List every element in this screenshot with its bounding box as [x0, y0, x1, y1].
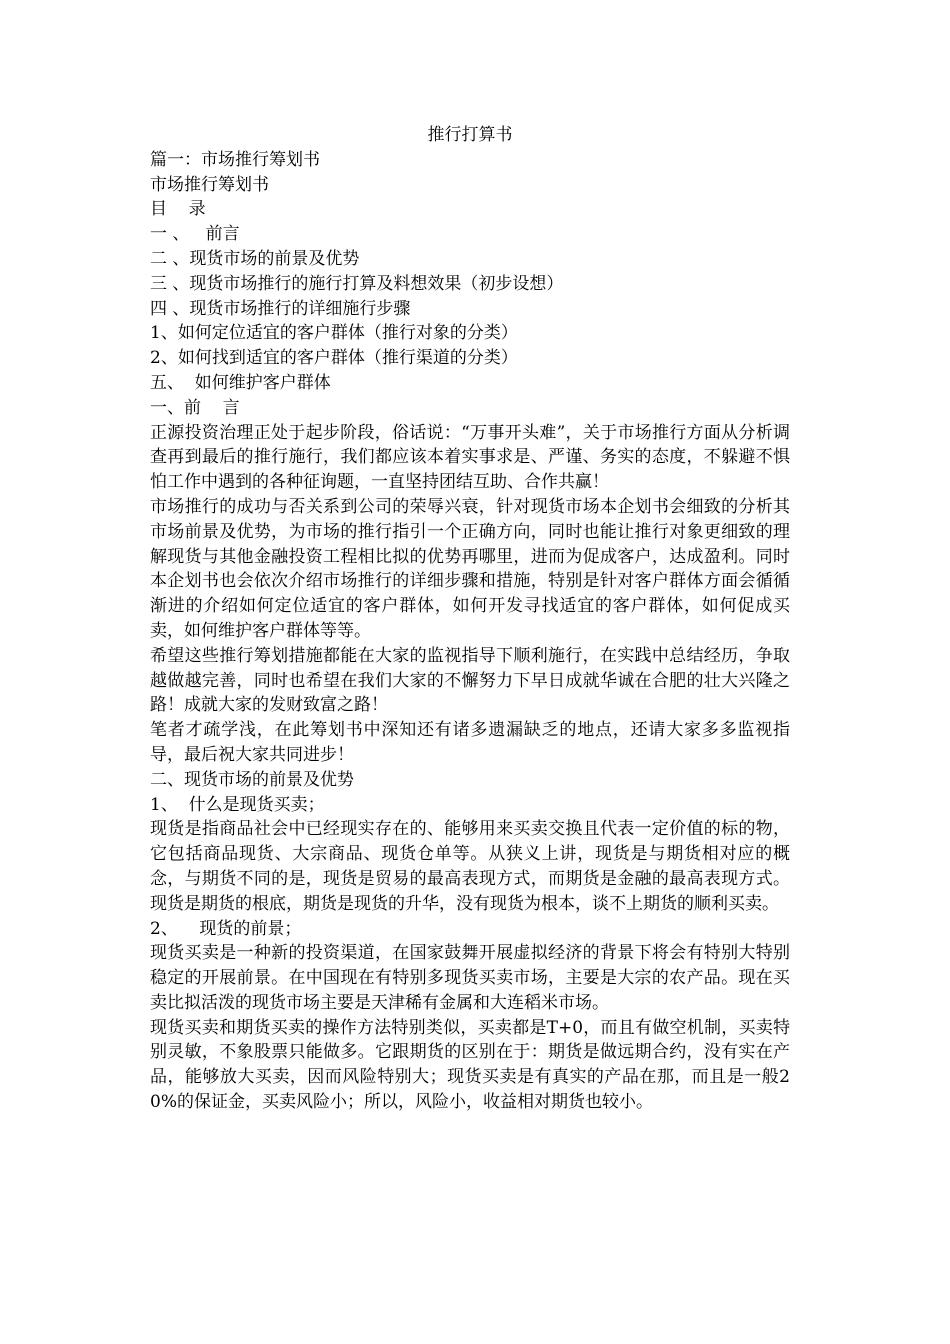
- toc-heading: 目 录: [150, 199, 206, 220]
- section-heading-market: 二、现货市场的前景及优势: [150, 769, 354, 790]
- paragraph-preface-1: 正源投资治理正处于起步阶段，俗话说：“万事开头难”，关于市场推行方面从分析调查再到最后的推行施行，我们都应该本着实事求是、严谨、务实的态度，不躲避不惧怕工作中遇到的各种征询题，一直坚持团结互助、合作共赢！: [150, 422, 790, 493]
- subsection-heading-what-is-spot: 1、 什么是现货买卖；: [150, 794, 325, 815]
- paragraph-spot-definition: 现货是指商品社会中已经现实存在的、能够用来买卖交换且代表一定价值的标的物，它包括商品现货、大宗商品、现货仓单等。从狭义上讲，现货是与期货相对应的概念，与期货不同的是，现货是贸易的最高表现方式，而期货是金融的最高表现方式。现货是期货的根底，期货是现货的升华，没有现货为根本，谈不上期货的顺利买卖。: [150, 819, 790, 914]
- chapter-heading: 篇一：市场推行筹划书: [150, 149, 320, 170]
- paragraph-preface-3: 希望这些推行筹划措施都能在大家的监视指导下顺利施行，在实践中总结经历，争取越做越完善，同时也希望在我们大家的不懈努力下早日成就华诚在合肥的壮大兴隆之路！成就大家的发财致富之路！: [150, 645, 790, 716]
- paragraph-spot-vs-futures: 现货买卖和期货买卖的操作方法特别类似，买卖都是T+0，而且有做空机制，买卖特别灵敏，不象股票只能做多。它跟期货的区别在于：期货是做远期合约，没有实在产品，能够放大买卖，因而风险特别大；现货买卖是有真实的产品在那，而且是一般20%的保证金，买卖风险小；所以，风险小，收益相对期货也较小。: [150, 1017, 790, 1113]
- document-page: [150, 123, 790, 1115]
- toc-item-5: 五、 如何维护客户群体: [150, 372, 331, 393]
- toc-item-3: 三 、现货市场推行的施行打算及料想效果（初步设想）: [150, 273, 564, 294]
- paragraph-spot-prospect: 现货买卖是一种新的投资渠道，在国家鼓舞开展虚拟经济的背景下将会有特别大特别稳定的开展前景。在中国现在有特别多现货买卖市场，主要是大宗的农产品。现在买卖比拟活泼的现货市场主要是天津稀有金属和大连稻米市场。: [150, 943, 790, 1013]
- subsection-heading-prospect: 2、 现货的前景；: [150, 918, 302, 939]
- document-title: 推行打算书: [427, 125, 513, 145]
- paragraph-preface-4: 笔者才疏学浅，在此筹划书中深知还有诸多遗漏缺乏的地点，还请大家多多监视指导，最后祝大家共同进步！: [150, 720, 790, 765]
- section-heading-preface: 一、前 言: [150, 397, 240, 418]
- toc-item-1: 一 、 前言: [150, 224, 240, 245]
- toc-item-4: 四 、现货市场推行的详细施行步骤: [150, 298, 411, 319]
- subtitle: 市场推行筹划书: [150, 174, 269, 195]
- toc-subitem-1: 1、如何定位适宜的客户群体（推行对象的分类）: [150, 323, 518, 344]
- paragraph-preface-2: 市场推行的成功与否关系到公司的荣辱兴衰，针对现货市场本企划书会细致的分析其市场前景及优势，为市场的推行指引一个正确方向，同时也能让推行对象更细致的理解现货与其他金融投资工程相比拟的优势再哪里，进而为促成客户，达成盈利。同时本企划书也会依次介绍市场推行的详细步骤和措施，特别是针对客户群体方面会循循渐进的介绍如何定位适宜的客户群体，如何开发寻找适宜的客户群体，如何促成买卖，如何维护客户群体等等。: [150, 496, 790, 641]
- toc-subitem-2: 2、如何找到适宜的客户群体（推行渠道的分类）: [150, 348, 518, 369]
- toc-item-2: 二 、现货市场的前景及优势: [150, 248, 360, 269]
